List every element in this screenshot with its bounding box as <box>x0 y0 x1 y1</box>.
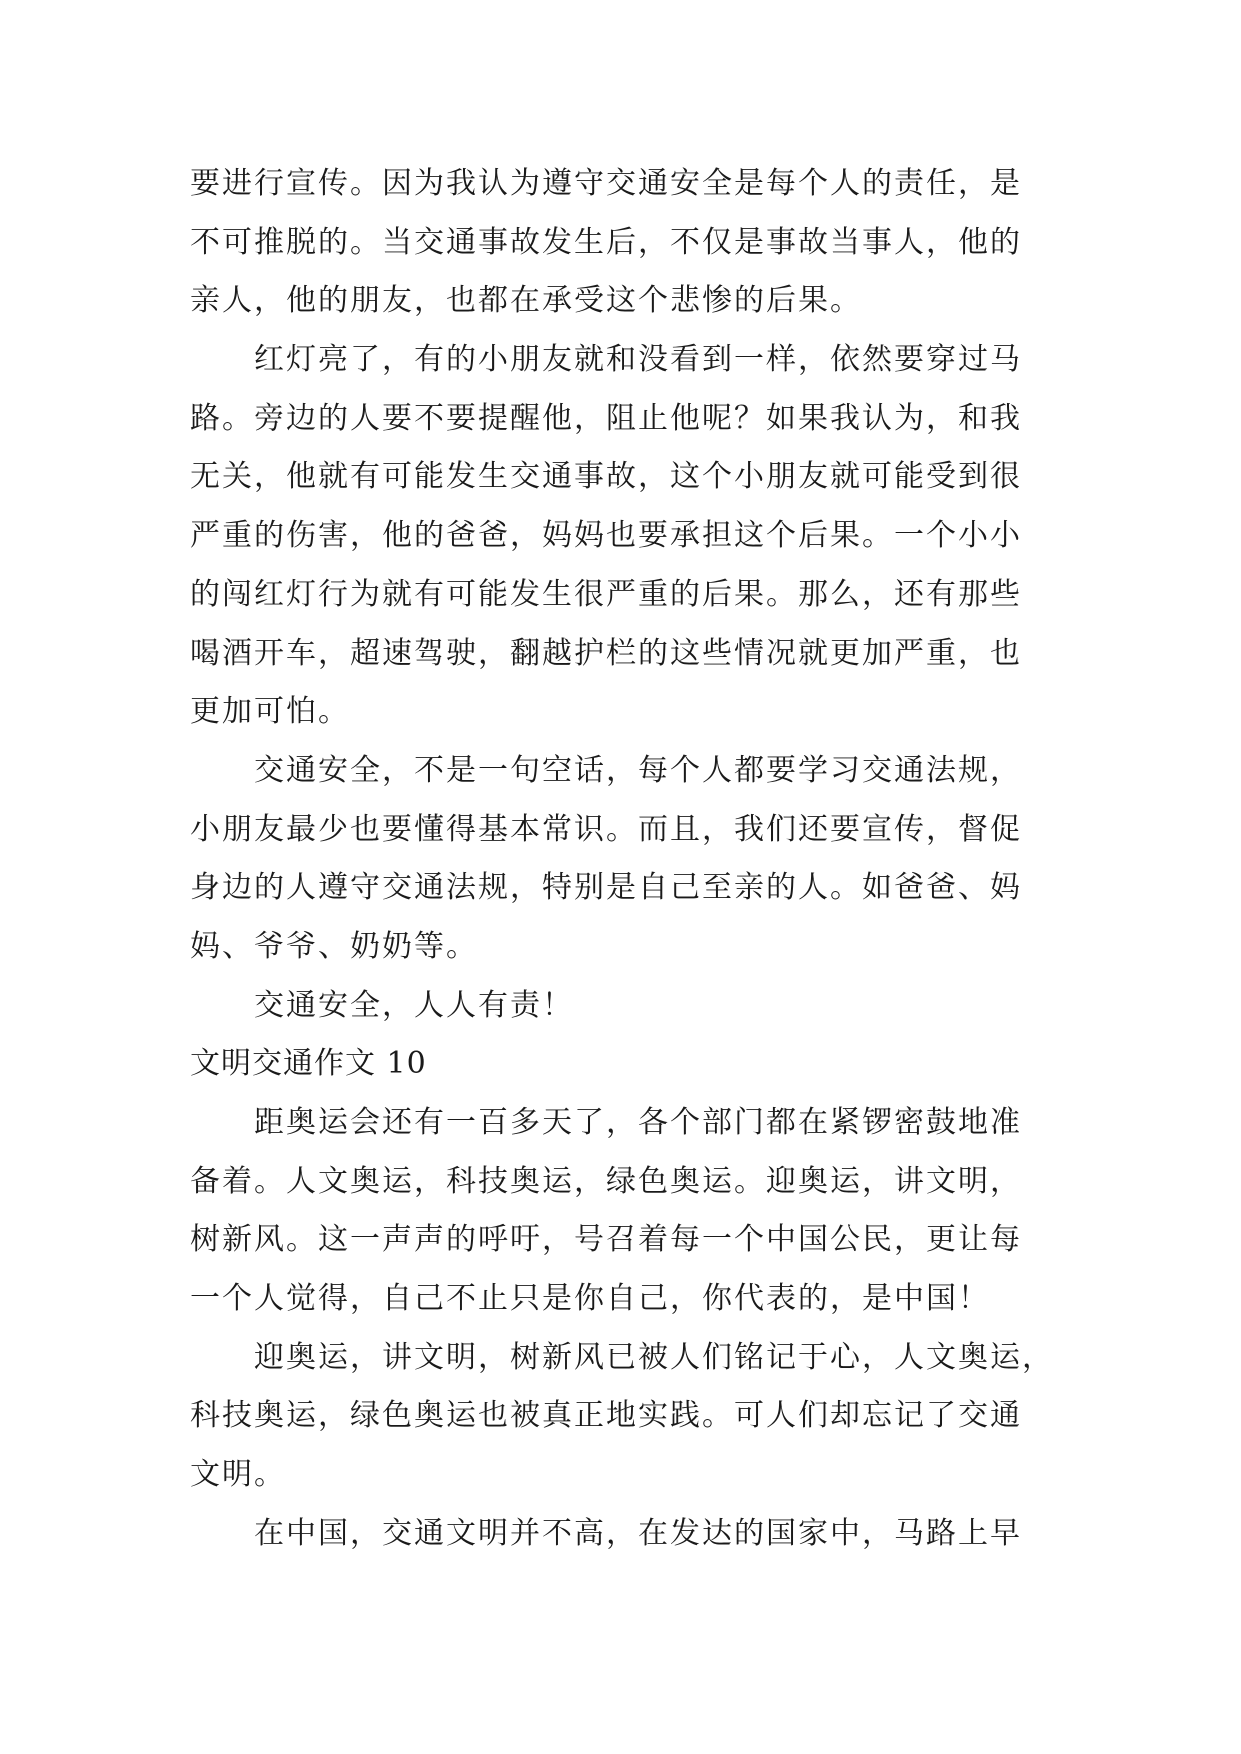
paragraph-6-line-1: 迎奥运，讲文明，树新风已被人们铭记于心，人文奥运， <box>254 1339 1054 1375</box>
paragraph-5-line-3: 树新风。这一声声的呼吁，号召着每一个中国公民，更让每 <box>190 1222 1022 1258</box>
paragraph-2-line-1: 红灯亮了，有的小朋友就和没看到一样，依然要穿过马 <box>254 342 1022 378</box>
paragraph-2-line-3: 无关，他就有可能发生交通事故，这个小朋友就可能受到很 <box>190 459 1022 495</box>
paragraph-6-line-3: 文明。 <box>190 1457 286 1493</box>
paragraph-5-line-2: 备着。人文奥运，科技奥运，绿色奥运。迎奥运，讲文明， <box>190 1163 1022 1199</box>
paragraph-1-line-3: 亲人，他的朋友，也都在承受这个悲惨的后果。 <box>190 283 862 319</box>
paragraph-2-line-2: 路。旁边的人要不要提醒他，阻止他呢？如果我认为，和我 <box>190 400 1022 436</box>
paragraph-5-line-4: 一个人觉得，自己不止只是你自己，你代表的，是中国！ <box>190 1281 990 1317</box>
paragraph-3-line-3: 身边的人遵守交通法规，特别是自己至亲的人。如爸爸、妈 <box>190 870 1022 906</box>
paragraph-4-line-1: 交通安全，人人有责！ <box>254 987 574 1023</box>
paragraph-1-line-1: 要进行宣传。因为我认为遵守交通安全是每个人的责任，是 <box>190 166 1022 201</box>
paragraph-7-line-1: 在中国，交通文明并不高，在发达的国家中，马路上早 <box>254 1515 1022 1551</box>
paragraph-5-line-1: 距奥运会还有一百多天了，各个部门都在紧锣密鼓地准 <box>254 1105 1022 1140</box>
paragraph-3-line-4: 妈、爷爷、奶奶等。 <box>190 928 478 964</box>
section-heading: 文明交通作文 10 <box>190 1046 427 1082</box>
document-body <box>190 155 1070 1564</box>
paragraph-3-line-2: 小朋友最少也要懂得基本常识。而且，我们还要宣传，督促 <box>190 811 1022 847</box>
paragraph-2-line-4: 严重的伤害，他的爸爸，妈妈也要承担这个后果。一个小小 <box>190 518 1022 554</box>
paragraph-2-line-5: 的闯红灯行为就有可能发生很严重的后果。那么，还有那些 <box>190 576 1022 612</box>
paragraph-2-line-7: 更加可怕。 <box>190 694 350 730</box>
paragraph-1-line-2: 不可推脱的。当交通事故发生后，不仅是事故当事人，他的 <box>190 224 1022 260</box>
paragraph-2-line-6: 喝酒开车，超速驾驶，翻越护栏的这些情况就更加严重，也 <box>190 635 1022 671</box>
paragraph-6-line-2: 科技奥运，绿色奥运也被真正地实践。可人们却忘记了交通 <box>190 1398 1022 1434</box>
paragraph-3-line-1: 交通安全，不是一句空话，每个人都要学习交通法规， <box>254 752 1022 788</box>
